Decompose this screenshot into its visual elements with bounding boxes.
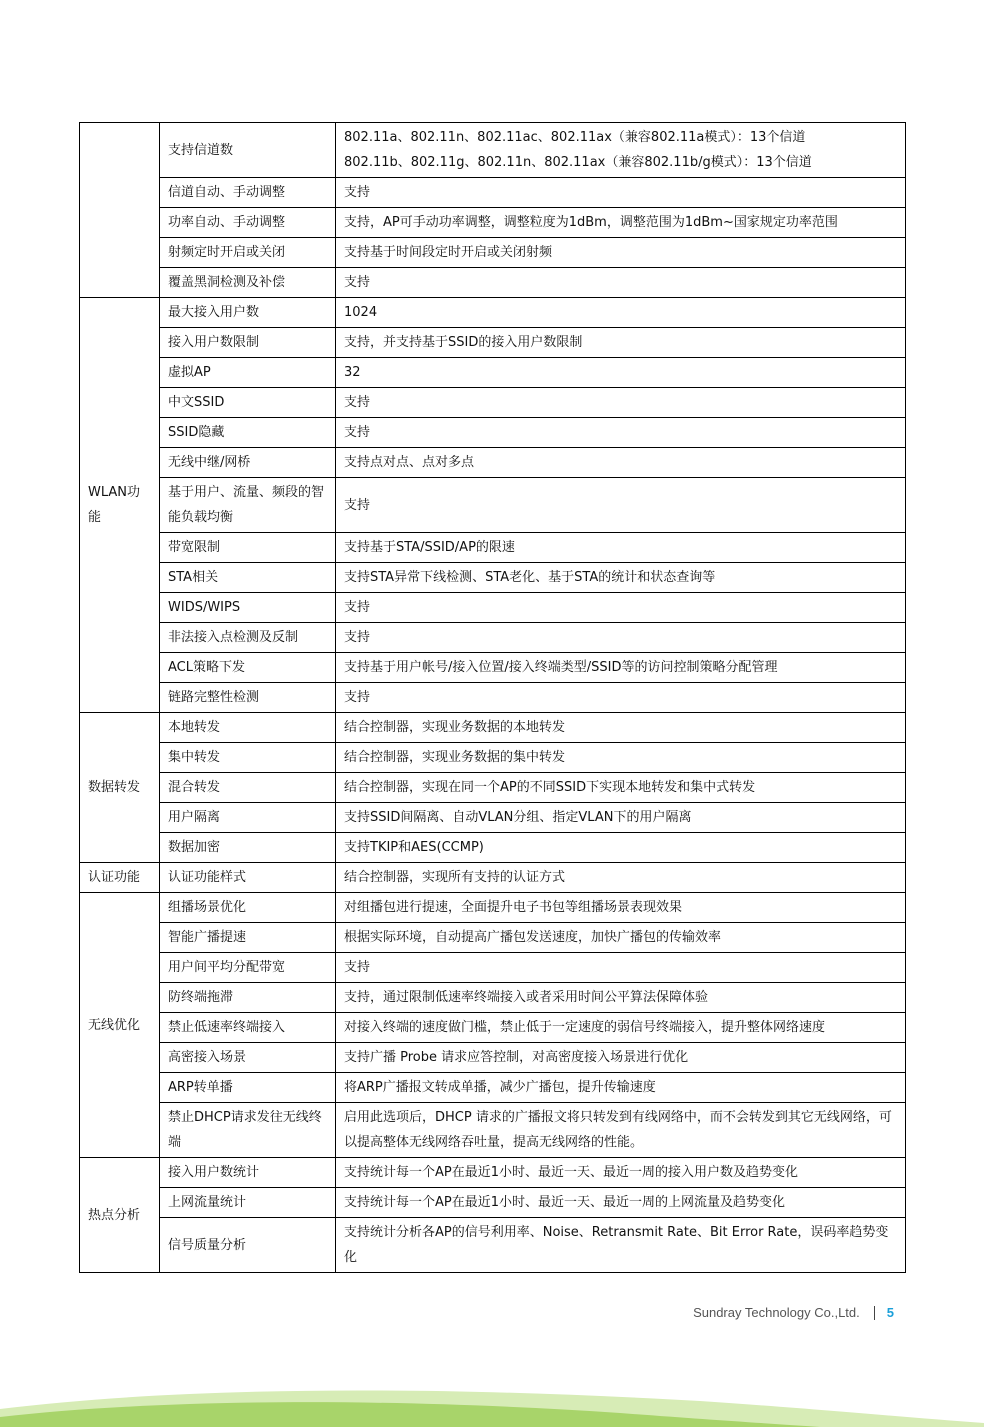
description-line: 支持 [344, 395, 371, 410]
feature-cell: 防终端拖滞 [160, 983, 336, 1013]
feature-cell: 支持信道数 [160, 123, 336, 178]
description-line: 结合控制器，实现业务数据的本地转发 [344, 720, 566, 735]
description-line: 启用此选项后，DHCP 请求的广播报文将只转发到有线网络中，而不会转发到其它无线网络，可以提高整体无线网络吞吐量，提高无线网络的性能。 [344, 1110, 892, 1150]
description-cell [336, 773, 906, 803]
description-cell [336, 238, 906, 268]
table-row [80, 238, 906, 268]
table-row [80, 893, 906, 923]
description-line: 对接入终端的速度做门槛，禁止低于一定速度的弱信号终端接入，提升整体网络速度 [344, 1020, 826, 1035]
description-cell [336, 533, 906, 563]
feature-cell: 覆盖黑洞检测及补偿 [160, 268, 336, 298]
table-row [80, 358, 906, 388]
description-line: 支持广播 Probe 请求应答控制，对高密度接入场景进行优化 [344, 1050, 689, 1065]
feature-cell: 基于用户、流量、频段的智能负载均衡 [160, 478, 336, 533]
description-line: 支持SSID间隔离、自动VLAN分组、指定VLAN下的用户隔离 [344, 810, 692, 825]
table-row [80, 478, 906, 533]
table-row [80, 563, 906, 593]
table-row [80, 1043, 906, 1073]
feature-cell: 功率自动、手动调整 [160, 208, 336, 238]
description-line: 支持基于用户帐号/接入位置/接入终端类型/SSID等的访问控制策略分配管理 [344, 660, 778, 675]
feature-cell: 中文SSID [160, 388, 336, 418]
description-line: 802.11a、802.11n、802.11ac、802.11ax（兼容802.11a模式）：13个信道 [344, 130, 806, 145]
description-cell [336, 623, 906, 653]
feature-cell: 虚拟AP [160, 358, 336, 388]
description-cell [336, 683, 906, 713]
description-cell [336, 983, 906, 1013]
description-cell [336, 923, 906, 953]
description-cell [336, 123, 906, 178]
feature-cell: 集中转发 [160, 743, 336, 773]
table-row [80, 743, 906, 773]
description-cell [336, 298, 906, 328]
table-row [80, 683, 906, 713]
description-line: 支持点对点、点对多点 [344, 455, 475, 470]
description-line: 支持TKIP和AES(CCMP) [344, 840, 484, 855]
description-line: 结合控制器，实现在同一个AP的不同SSID下实现本地转发和集中式转发 [344, 780, 756, 795]
description-line: 支持STA异常下线检测、STA老化、基于STA的统计和状态查询等 [344, 570, 716, 585]
table-row [80, 773, 906, 803]
description-cell [336, 358, 906, 388]
feature-cell: 禁止DHCP请求发往无线终端 [160, 1103, 336, 1158]
description-cell [336, 713, 906, 743]
feature-cell: ACL策略下发 [160, 653, 336, 683]
description-line: 支持 [344, 497, 371, 513]
description-line: 根据实际环境，自动提高广播包发送速度，加快广播包的传输效率 [344, 930, 722, 945]
description-line: 支持，并支持基于SSID的接入用户数限制 [344, 335, 583, 350]
description-cell [336, 268, 906, 298]
feature-cell: 链路完整性检测 [160, 683, 336, 713]
table-row [80, 1188, 906, 1218]
feature-cell: WIDS/WIPS [160, 593, 336, 623]
description-cell [336, 863, 906, 893]
description-cell [336, 953, 906, 983]
table-row [80, 1218, 906, 1273]
description-line: 支持 [344, 185, 371, 200]
description-cell [336, 328, 906, 358]
feature-cell: 认证功能样式 [160, 863, 336, 893]
feature-cell: 信号质量分析 [160, 1218, 336, 1273]
description-line: 支持 [344, 690, 371, 705]
table-row [80, 1073, 906, 1103]
feature-cell: 带宽限制 [160, 533, 336, 563]
table-row [80, 298, 906, 328]
feature-cell: 信道自动、手动调整 [160, 178, 336, 208]
description-cell [336, 1043, 906, 1073]
feature-cell: 本地转发 [160, 713, 336, 743]
page-footer [693, 1305, 894, 1320]
table-row [80, 388, 906, 418]
feature-cell: ARP转单播 [160, 1073, 336, 1103]
table-row [80, 623, 906, 653]
spec-table [79, 122, 906, 1273]
description-line: 支持 [344, 600, 371, 615]
description-line: 支持，通过限制低速率终端接入或者采用时间公平算法保障体验 [344, 990, 709, 1005]
table-row [80, 593, 906, 623]
feature-cell: 混合转发 [160, 773, 336, 803]
table-row [80, 268, 906, 298]
description-cell [336, 653, 906, 683]
category-cell: 热点分析 [80, 1158, 160, 1273]
table-row [80, 1158, 906, 1188]
description-line: 结合控制器，实现业务数据的集中转发 [344, 750, 566, 765]
category-cell: WLAN功能 [80, 298, 160, 713]
table-row [80, 1013, 906, 1043]
feature-cell: 高密接入场景 [160, 1043, 336, 1073]
table-row [80, 653, 906, 683]
description-line: 支持 [344, 960, 371, 975]
feature-cell: 非法接入点检测及反制 [160, 623, 336, 653]
description-line: 802.11b、802.11g、802.11n、802.11ax（兼容802.11b/g模式）：13个信道 [344, 155, 812, 170]
description-line: 支持 [344, 275, 371, 290]
description-cell [336, 178, 906, 208]
description-cell [336, 388, 906, 418]
feature-cell: 数据加密 [160, 833, 336, 863]
category-cell: 数据转发 [80, 713, 160, 863]
description-cell [336, 803, 906, 833]
description-line: 支持 [344, 630, 371, 645]
feature-cell: 用户间平均分配带宽 [160, 953, 336, 983]
description-cell [336, 893, 906, 923]
description-line: 将ARP广播报文转成单播，减少广播包，提升传输速度 [344, 1080, 656, 1095]
feature-cell: 接入用户数统计 [160, 1158, 336, 1188]
table-row [80, 328, 906, 358]
page-number: 5 [886, 1305, 894, 1320]
description-line: 支持 [344, 425, 371, 440]
feature-cell: 无线中继/网桥 [160, 448, 336, 478]
feature-cell: 射频定时开启或关闭 [160, 238, 336, 268]
table-row [80, 953, 906, 983]
feature-cell: 用户隔离 [160, 803, 336, 833]
description-cell [336, 1158, 906, 1188]
description-cell [336, 208, 906, 238]
description-line: 结合控制器，实现所有支持的认证方式 [344, 870, 566, 885]
description-cell [336, 478, 906, 533]
feature-cell: 智能广播提速 [160, 923, 336, 953]
description-cell [336, 1218, 906, 1273]
description-cell [336, 593, 906, 623]
table-row [80, 448, 906, 478]
description-line: 支持基于时间段定时开启或关闭射频 [344, 245, 553, 260]
feature-cell: 上网流量统计 [160, 1188, 336, 1218]
description-cell [336, 1103, 906, 1158]
feature-cell: 禁止低速率终端接入 [160, 1013, 336, 1043]
footer-divider [874, 1306, 875, 1320]
category-cell: 认证功能 [80, 863, 160, 893]
table-row [80, 923, 906, 953]
description-cell [336, 833, 906, 863]
description-cell [336, 1013, 906, 1043]
table-row [80, 983, 906, 1013]
table-row [80, 123, 906, 178]
description-line: 支持，AP可手动功率调整，调整粒度为1dBm，调整范围为1dBm~国家规定功率范围 [344, 215, 838, 230]
description-line: 支持基于STA/SSID/AP的限速 [344, 540, 515, 555]
description-cell [336, 743, 906, 773]
description-line: 对组播包进行提速，全面提升电子书包等组播场景表现效果 [344, 900, 683, 915]
table-row [80, 533, 906, 563]
description-line: 1024 [344, 305, 378, 320]
footer-company: Sundray Technology Co.,Ltd. [693, 1305, 860, 1320]
feature-cell: STA相关 [160, 563, 336, 593]
feature-cell: 接入用户数限制 [160, 328, 336, 358]
table-row [80, 803, 906, 833]
description-line: 32 [344, 365, 361, 380]
description-cell [336, 418, 906, 448]
category-cell: 无线优化 [80, 893, 160, 1158]
table-row [80, 418, 906, 448]
description-cell [336, 448, 906, 478]
table-row [80, 863, 906, 893]
category-cell [80, 123, 160, 298]
table-row [80, 833, 906, 863]
description-line: 支持统计每一个AP在最近1小时、最近一天、最近一周的上网流量及趋势变化 [344, 1195, 786, 1210]
table-row [80, 713, 906, 743]
description-cell [336, 1073, 906, 1103]
feature-cell: 组播场景优化 [160, 893, 336, 923]
table-row [80, 1103, 906, 1158]
table-row [80, 178, 906, 208]
decorative-wave [0, 1367, 984, 1427]
description-line: 支持统计分析各AP的信号利用率、Noise、Retransmit Rate、Bit Error Rate，误码率趋势变化 [344, 1225, 889, 1265]
description-cell [336, 563, 906, 593]
feature-cell: SSID隐藏 [160, 418, 336, 448]
description-cell [336, 1188, 906, 1218]
feature-cell: 最大接入用户数 [160, 298, 336, 328]
table-row [80, 208, 906, 238]
description-line: 支持统计每一个AP在最近1小时、最近一天、最近一周的接入用户数及趋势变化 [344, 1165, 799, 1180]
